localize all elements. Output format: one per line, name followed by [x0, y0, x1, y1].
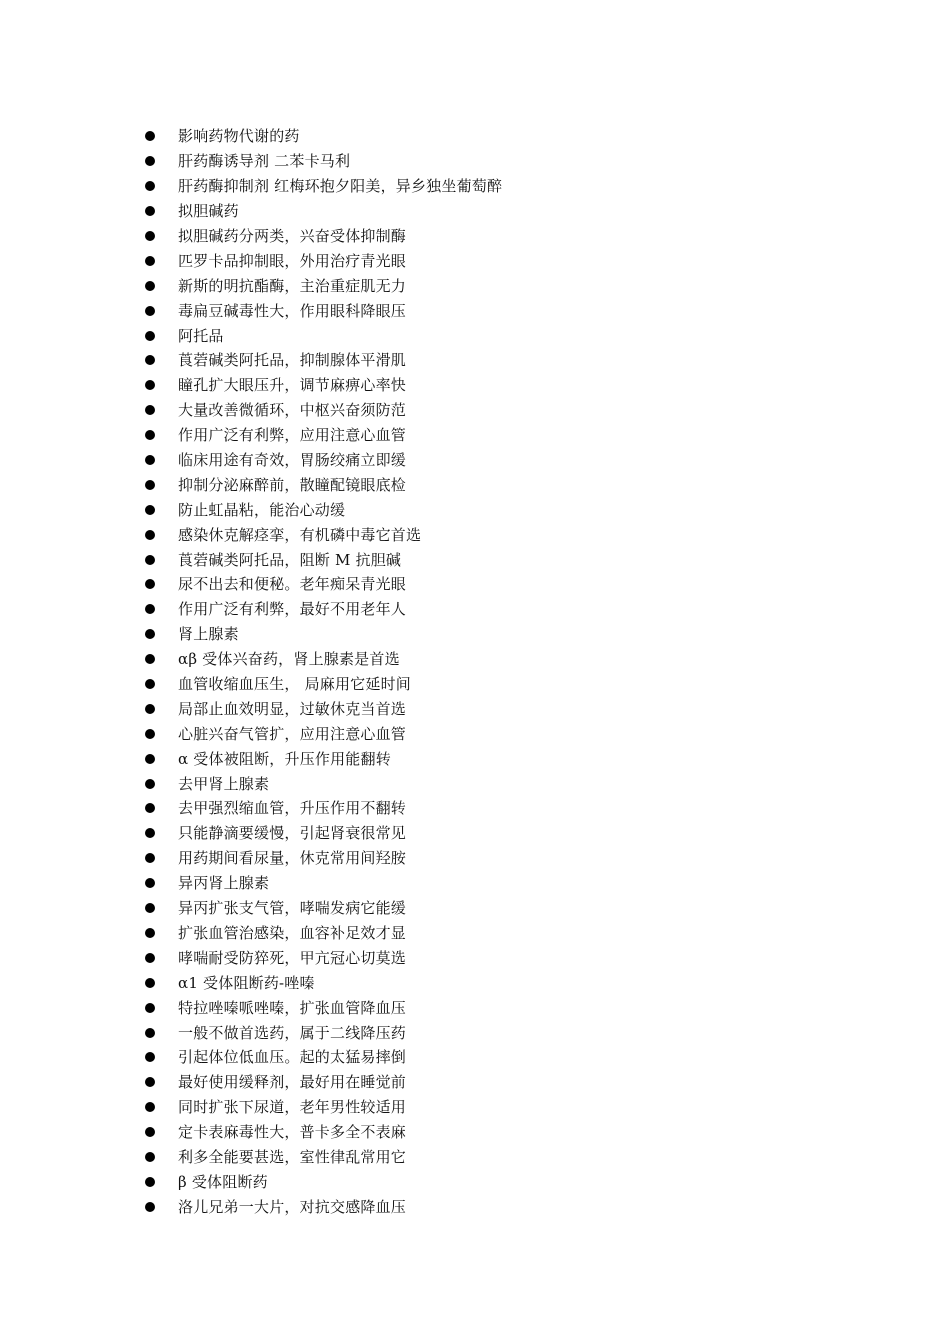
list-item-text: 肝药酶诱导剂 二苯卡马利 [178, 152, 351, 171]
bullet-dot-icon [145, 828, 155, 838]
list-item-text: 肝药酶抑制剂 红梅环抱夕阳美，异乡独坐葡萄醉 [178, 177, 503, 196]
list-item [143, 472, 502, 497]
bullet-dot-icon [145, 1077, 155, 1087]
list-item [143, 398, 502, 423]
list-item [143, 373, 502, 398]
list-item-text: 异丙扩张支气管，哮喘发病它能缓 [178, 899, 407, 918]
list-item [143, 124, 502, 149]
list-item-text: 影响药物代谢的药 [178, 127, 300, 146]
list-item-text: αβ 受体兴奋药，肾上腺素是首选 [178, 650, 400, 669]
list-item-text: 莨菪碱类阿托品，阻断 M 抗胆碱 [178, 550, 402, 569]
list-item [143, 448, 502, 473]
bullet-dot-icon [145, 1028, 155, 1038]
list-item [143, 522, 502, 547]
list-item [143, 970, 502, 995]
list-item [143, 248, 502, 273]
list-item [143, 821, 502, 846]
bullet-dot-icon [145, 729, 155, 739]
list-item [143, 174, 502, 199]
bullet-dot-icon [145, 405, 155, 415]
bullet-dot-icon [145, 1102, 155, 1112]
list-item [143, 921, 502, 946]
list-item-text: 扩张血管治感染，血容补足效才显 [178, 923, 407, 942]
list-item [143, 1169, 502, 1194]
bullet-dot-icon [145, 281, 155, 291]
bullet-dot-icon [145, 1202, 155, 1212]
bullet-dot-icon [145, 704, 155, 714]
list-item-text: 用药期间看尿量，休克常用间羟胺 [178, 849, 407, 868]
list-item-text: 拟胆碱药分两类，兴奋受体抑制酶 [178, 227, 407, 245]
list-item [143, 199, 502, 224]
bullet-dot-icon [145, 131, 155, 141]
bullet-dot-icon [145, 803, 155, 813]
bullet-dot-icon [145, 256, 155, 266]
list-item-text: 大量改善微循环，中枢兴奋须防范 [178, 401, 407, 420]
list-item-text: 作用广泛有利弊，应用注意心血管 [178, 426, 407, 445]
bullet-dot-icon [145, 1127, 155, 1137]
list-item [143, 746, 502, 771]
list-item [143, 846, 502, 871]
bullet-dot-icon [145, 156, 155, 166]
list-item-text: 肾上腺素 [178, 625, 239, 644]
list-item [143, 1070, 502, 1095]
list-item [143, 945, 502, 970]
list-item [143, 224, 502, 249]
list-item [143, 597, 502, 622]
bullet-dot-icon [145, 754, 155, 764]
bullet-dot-icon [145, 953, 155, 963]
list-item [143, 1020, 502, 1045]
list-item [143, 1120, 502, 1145]
bullet-dot-icon [145, 380, 155, 390]
list-item-text: 去甲强烈缩血管，升压作用不翻转 [178, 799, 407, 818]
list-item-text: β 受体阻断药 [178, 1172, 268, 1191]
bullet-dot-icon [145, 604, 155, 614]
list-item [143, 696, 502, 721]
list-item-text: 拟胆碱药 [178, 202, 239, 221]
list-item-text: α1 受体阻断药-唑嗪 [178, 973, 315, 992]
list-item [143, 995, 502, 1020]
list-item [143, 298, 502, 323]
list-item [143, 1095, 502, 1120]
list-item-text: 洛儿兄弟一大片，对抗交感降血压 [178, 1197, 407, 1216]
bullet-dot-icon [145, 555, 155, 565]
list-item [143, 622, 502, 647]
bullet-dot-icon [145, 679, 155, 689]
list-item-text: 作用广泛有利弊，最好不用老年人 [178, 600, 407, 619]
list-item-text: 一般不做首选药，属于二线降压药 [178, 1023, 407, 1042]
bullet-dot-icon [145, 231, 155, 241]
list-item-text: 只能静滴要缓慢，引起肾衰很常见 [178, 824, 407, 843]
list-item-text: 特拉唑嗪哌唑嗪，扩张血管降血压 [178, 998, 407, 1017]
list-item [143, 423, 502, 448]
list-item-text: 去甲肾上腺素 [178, 774, 270, 793]
bullet-dot-icon [145, 978, 155, 988]
list-item [143, 547, 502, 572]
list-item-text: 心脏兴奋气管扩，应用注意心血管 [178, 724, 407, 743]
bullet-dot-icon [145, 455, 155, 465]
bullet-dot-icon [145, 430, 155, 440]
bullet-dot-icon [145, 1003, 155, 1013]
bullet-dot-icon [145, 903, 155, 913]
bullet-dot-icon [145, 1152, 155, 1162]
list-item [143, 273, 502, 298]
list-item [143, 871, 502, 896]
list-item-text: 血管收缩血压生， 局麻用它延时间 [178, 675, 411, 694]
bullet-dot-icon [145, 355, 155, 365]
bullet-dot-icon [145, 181, 155, 191]
list-item-text: 哮喘耐受防猝死，甲亢冠心切莫选 [178, 948, 407, 967]
bullet-dot-icon [145, 853, 155, 863]
list-item-text: 利多全能要甚选，室性律乱常用它 [178, 1147, 407, 1166]
bullet-dot-icon [145, 928, 155, 938]
list-item-text: 引起体位低血压。起的太猛易摔倒 [178, 1048, 407, 1067]
list-item [143, 721, 502, 746]
bullet-dot-icon [145, 1052, 155, 1062]
list-item-text: 匹罗卡品抑制眼，外用治疗青光眼 [178, 251, 407, 270]
bullet-dot-icon [145, 654, 155, 664]
list-item-text: 异丙肾上腺素 [178, 874, 270, 893]
list-item [143, 348, 502, 373]
list-item [143, 771, 502, 796]
list-item [143, 1194, 502, 1219]
mnemonic-bullet-list [143, 124, 502, 1219]
list-item-text: 阿托品 [178, 326, 224, 345]
list-item-text: 抑制分泌麻醉前，散瞳配镜眼底检 [178, 475, 407, 494]
list-item [143, 323, 502, 348]
list-item-text: 感染休克解痉挛，有机磷中毒它首选 [178, 525, 422, 544]
list-item-text: 尿不出去和便秘。老年痴呆青光眼 [178, 575, 407, 594]
list-item [143, 497, 502, 522]
bullet-dot-icon [145, 530, 155, 540]
bullet-dot-icon [145, 878, 155, 888]
list-item-text: 局部止血效明显，过敏休克当首选 [178, 699, 407, 718]
list-item [143, 647, 502, 672]
list-item-text: 定卡表麻毒性大，普卡多全不表麻 [178, 1123, 407, 1142]
list-item [143, 572, 502, 597]
list-item-text: 防止虹晶粘，能治心动缓 [178, 500, 346, 519]
bullet-dot-icon [145, 779, 155, 789]
list-item [143, 149, 502, 174]
list-item [143, 672, 502, 697]
list-item-text: 莨菪碱类阿托品，抑制腺体平滑肌 [178, 351, 407, 370]
list-item-text: 毒扁豆碱毒性大，作用眼科降眼压 [178, 301, 407, 320]
list-item-text: 同时扩张下尿道，老年男性较适用 [178, 1098, 407, 1117]
bullet-dot-icon [145, 579, 155, 589]
list-item [143, 796, 502, 821]
bullet-dot-icon [145, 629, 155, 639]
bullet-dot-icon [145, 505, 155, 515]
bullet-dot-icon [145, 206, 155, 216]
list-item-text: 最好使用缓释剂，最好用在睡觉前 [178, 1073, 407, 1092]
list-item [143, 1145, 502, 1170]
list-item [143, 896, 502, 921]
bullet-dot-icon [145, 331, 155, 341]
list-item-text: 瞳孔扩大眼压升，调节麻痹心率快 [178, 376, 407, 395]
bullet-dot-icon [145, 306, 155, 316]
list-item-text: α 受体被阻断，升压作用能翻转 [178, 749, 391, 768]
bullet-dot-icon [145, 1177, 155, 1187]
list-item-text: 新斯的明抗酯酶，主治重症肌无力 [178, 276, 407, 295]
bullet-dot-icon [145, 480, 155, 490]
list-item [143, 1045, 502, 1070]
list-item-text: 临床用途有奇效，胃肠绞痛立即缓 [178, 451, 407, 470]
